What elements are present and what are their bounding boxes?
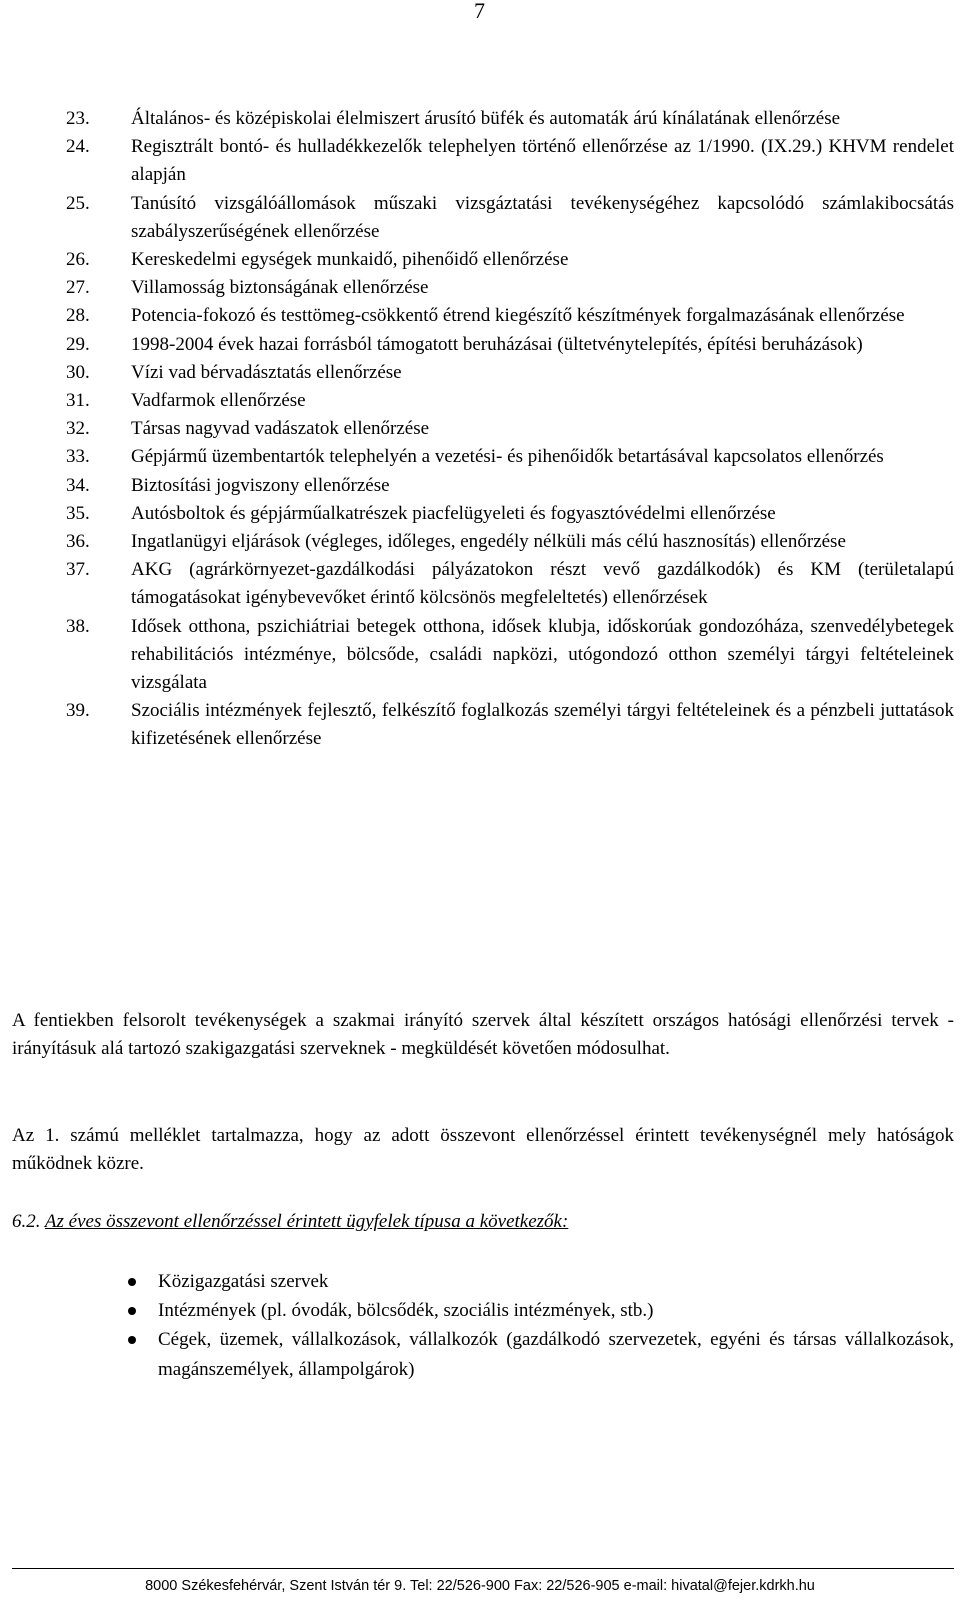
list-item-text: 1998-2004 évek hazai forrásból támogatott beruházásai (ültetvénytelepítés, építési beruházások) — [131, 333, 863, 355]
list-item — [66, 697, 954, 753]
list-item — [66, 359, 954, 387]
list-item — [66, 133, 954, 189]
list-item-number: 31. — [66, 390, 90, 412]
bullet-list — [128, 1267, 954, 1384]
list-item-text: Gépjármű üzembentartók telephelyén a vezetési- és pihenőidők betartásával kapcsolatos ellenőrzés — [131, 446, 884, 468]
paragraph-2: Az 1. számú melléklet tartalmazza, hogy az adott összevont ellenőrzéssel érintett tevékenységnél mely hatóságok működnek közre. — [12, 1125, 954, 1175]
list-item-number: 38. — [66, 615, 90, 637]
list-item-text: Ingatlanügyi eljárások (végleges, időleges, engedély nélküli más célú hasznosítás) ellenőrzése — [131, 531, 846, 553]
list-item-number: 26. — [66, 249, 90, 271]
list-item-number: 24. — [66, 136, 90, 158]
section-heading — [12, 1208, 568, 1236]
list-item-number: 23. — [66, 108, 90, 129]
list-item-text: Villamosság biztonságának ellenőrzése — [131, 277, 429, 299]
list-item — [66, 274, 954, 302]
bullet-item — [128, 1296, 954, 1325]
list-item — [66, 443, 954, 471]
list-item-text: Potencia-fokozó és testtömeg-csökkentő étrend kiegészítő készítmények forgalmazásának ellenőrzése — [131, 305, 905, 327]
list-item-text: Autósboltok és gépjárműalkatrészek piacfelügyeleti és fogyasztóvédelmi ellenőrzése — [131, 502, 776, 524]
list-item — [66, 387, 954, 415]
footer-divider — [12, 1568, 954, 1569]
bullet-text: Intézmények (pl. óvodák, bölcsődék, szociális intézmények, stb.) — [158, 1300, 654, 1322]
list-item — [66, 246, 954, 274]
list-item-number: 39. — [66, 700, 90, 722]
bullet-icon — [128, 1278, 136, 1286]
list-item — [66, 472, 954, 500]
list-item — [66, 500, 954, 528]
list-item-number: 27. — [66, 277, 90, 299]
bullet-text: Közigazgatási szervek — [158, 1271, 329, 1292]
paragraph-1: A fentiekben felsorolt tevékenységek a szakmai irányító szervek által készített országos hatósági ellenőrzési tervek - irányításuk alá tartozó szakigazgatási szerveknek - megküldését követően módosulhat. — [12, 1010, 954, 1060]
page-number: 7 — [474, 0, 485, 23]
list-item — [66, 528, 954, 556]
footer-address: 8000 Székesfehérvár, Szent István tér 9. Tel: 22/526-900 Fax: 22/526-905 e-mail: hivatal@fejer.kdrkh.hu — [145, 1578, 815, 1594]
section-title: Az éves összevont ellenőrzéssel érintett ügyfelek típusa a következők: — [44, 1211, 569, 1232]
section-number: 6.2. — [12, 1211, 41, 1232]
list-item-number: 33. — [66, 446, 90, 468]
list-item-text: Szociális intézmények fejlesztő, felkészítő foglalkozás személyi tárgyi feltételeinek és a pénzbeli juttatások kifizetésének ellenőrzése — [131, 700, 954, 750]
list-item — [66, 331, 954, 359]
list-item-text: Regisztrált bontó- és hulladékkezelők telephelyen történő ellenőrzése az 1/1990. (IX.29.) KHVM rendelet alapján — [131, 136, 954, 186]
list-item-text: Idősek otthona, pszichiátriai betegek otthona, idősek klubja, időskorúak gondozóháza, szenvedélybetegek rehabilitációs intézménye, bölcsőde, családi napközi, utógondozó otthon személyi tárgyi feltételeinek vizsgálata — [131, 615, 954, 694]
list-item-text: Általános- és középiskolai élelmiszert árusító büfék és automaták árú kínálatának ellenőrzése — [131, 108, 841, 129]
list-item — [66, 302, 954, 330]
list-item-text: Társas nagyvad vadászatok ellenőrzése — [131, 418, 430, 440]
list-item-number: 35. — [66, 502, 90, 524]
list-item-number: 29. — [66, 333, 90, 355]
list-item-number: 25. — [66, 192, 90, 214]
list-item — [66, 613, 954, 698]
list-item-number: 34. — [66, 474, 90, 496]
list-item-number: 28. — [66, 305, 90, 327]
bullet-icon — [128, 1307, 136, 1315]
list-item-text: AKG (agrárkörnyezet-gazdálkodási pályázatokon részt vevő gazdálkodók) és KM (területalapú támogatásokat igénybevevőket érintő kölcsönös megfeleltetés) ellenőrzések — [131, 559, 954, 609]
list-item-text: Kereskedelmi egységek munkaidő, pihenőidő ellenőrzése — [131, 249, 569, 271]
list-item — [66, 415, 954, 443]
list-item-number: 37. — [66, 559, 90, 581]
bullet-item — [128, 1267, 954, 1296]
list-item — [66, 556, 954, 612]
list-item — [66, 105, 954, 133]
list-item-text: Biztosítási jogviszony ellenőrzése — [131, 474, 390, 496]
bullet-icon — [128, 1336, 136, 1344]
bullet-text: Cégek, üzemek, vállalkozások, vállalkozók (gazdálkodó szervezetek, egyéni és társas vállalkozások, magánszemélyek, állampolgárok) — [158, 1329, 954, 1380]
list-item — [66, 190, 954, 246]
list-item-number: 30. — [66, 361, 90, 383]
list-item-text: Vízi vad bérvadásztatás ellenőrzése — [131, 361, 402, 383]
numbered-list — [66, 105, 954, 754]
bullet-item — [128, 1325, 954, 1383]
list-item-number: 32. — [66, 418, 90, 440]
list-item-text: Vadfarmok ellenőrzése — [131, 390, 306, 412]
list-item-number: 36. — [66, 531, 90, 553]
list-item-text: Tanúsító vizsgálóállomások műszaki vizsgáztatási tevékenységéhez kapcsolódó számlakibocsátás szabályszerűségének ellenőrzése — [131, 192, 954, 242]
